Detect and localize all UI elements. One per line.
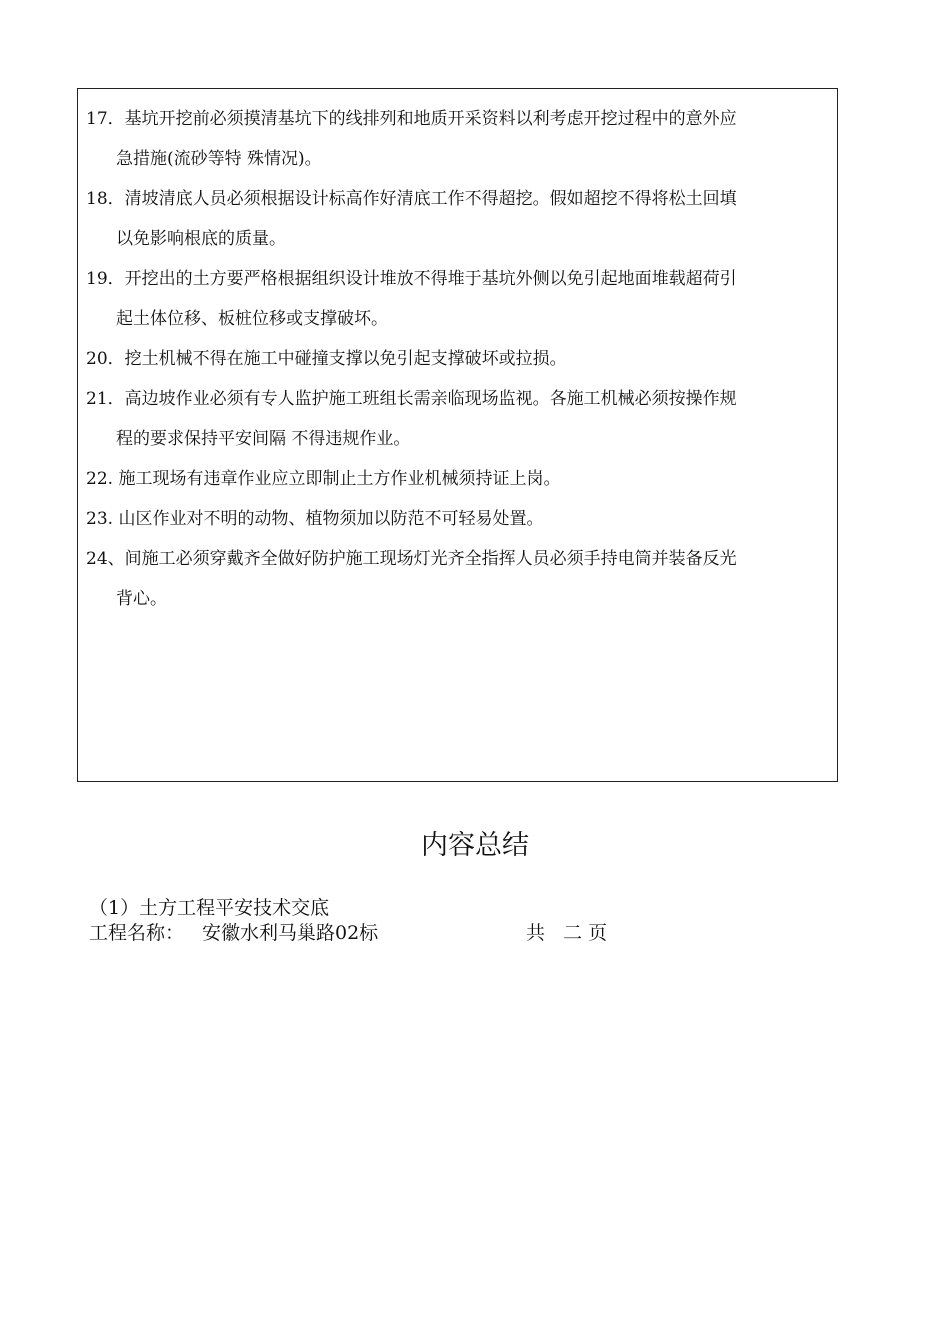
list-item xyxy=(86,499,821,539)
list-item xyxy=(86,259,821,339)
list-item xyxy=(86,339,821,379)
item-text-line: 19．开挖出的土方要严格根据组织设计堆放不得堆于基坑外侧以免引起地面堆载超荷引 xyxy=(86,269,737,289)
item-text-line: 18．清坡清底人员必须根据设计标高作好清底工作不得超挖。假如超挖不得将松土回填 xyxy=(86,189,737,209)
item-text-continuation: 背心。 xyxy=(116,589,167,609)
item-text-continuation: 急措施(流砂等特 殊情况)。 xyxy=(116,149,322,169)
item-text-line: 23. 山区作业对不明的动物、植物须加以防范不可轻易处置。 xyxy=(86,509,544,529)
item-text-continuation: 以免影响根底的质量。 xyxy=(116,229,286,249)
project-name-label: 工程名称： xyxy=(89,922,185,944)
list-item xyxy=(86,99,821,179)
item-text-continuation: 起土体位移、板桩位移或支撑破坏。 xyxy=(116,309,388,329)
item-text-line: 21．高边坡作业必须有专人监护施工班组长需亲临现场监视。各施工机械必须按操作规 xyxy=(86,389,737,409)
item-text-line: 22. 施工现场有违章作业应立即制止土方作业机械须持证上岗。 xyxy=(86,469,561,489)
list-item xyxy=(86,459,821,499)
list-item xyxy=(86,179,821,259)
safety-items-list xyxy=(86,99,821,619)
summary-title: 内容总结 xyxy=(421,830,529,861)
list-item xyxy=(86,379,821,459)
item-text-line: 17．基坑开挖前必须摸清基坑下的线排列和地质开采资料以利考虑开挖过程中的意外应 xyxy=(86,109,737,129)
list-item xyxy=(86,539,821,619)
content-box xyxy=(77,88,838,782)
project-name-value: 安徽水利马巢路02标 xyxy=(202,922,379,944)
project-info-row xyxy=(89,921,789,947)
item-text-line: 24、间施工必须穿戴齐全做好防护施工现场灯光齐全指挥人员必须手持电筒并装备反光 xyxy=(86,549,737,569)
page-count: 共 二 页 xyxy=(526,922,608,944)
item-text-continuation: 程的要求保持平安间隔 不得违规作业。 xyxy=(116,429,411,449)
item-text-line: 20．挖土机械不得在施工中碰撞支撑以免引起支撑破坏或拉损。 xyxy=(86,349,567,369)
document-subheading: （1）土方工程平安技术交底 xyxy=(89,897,330,919)
